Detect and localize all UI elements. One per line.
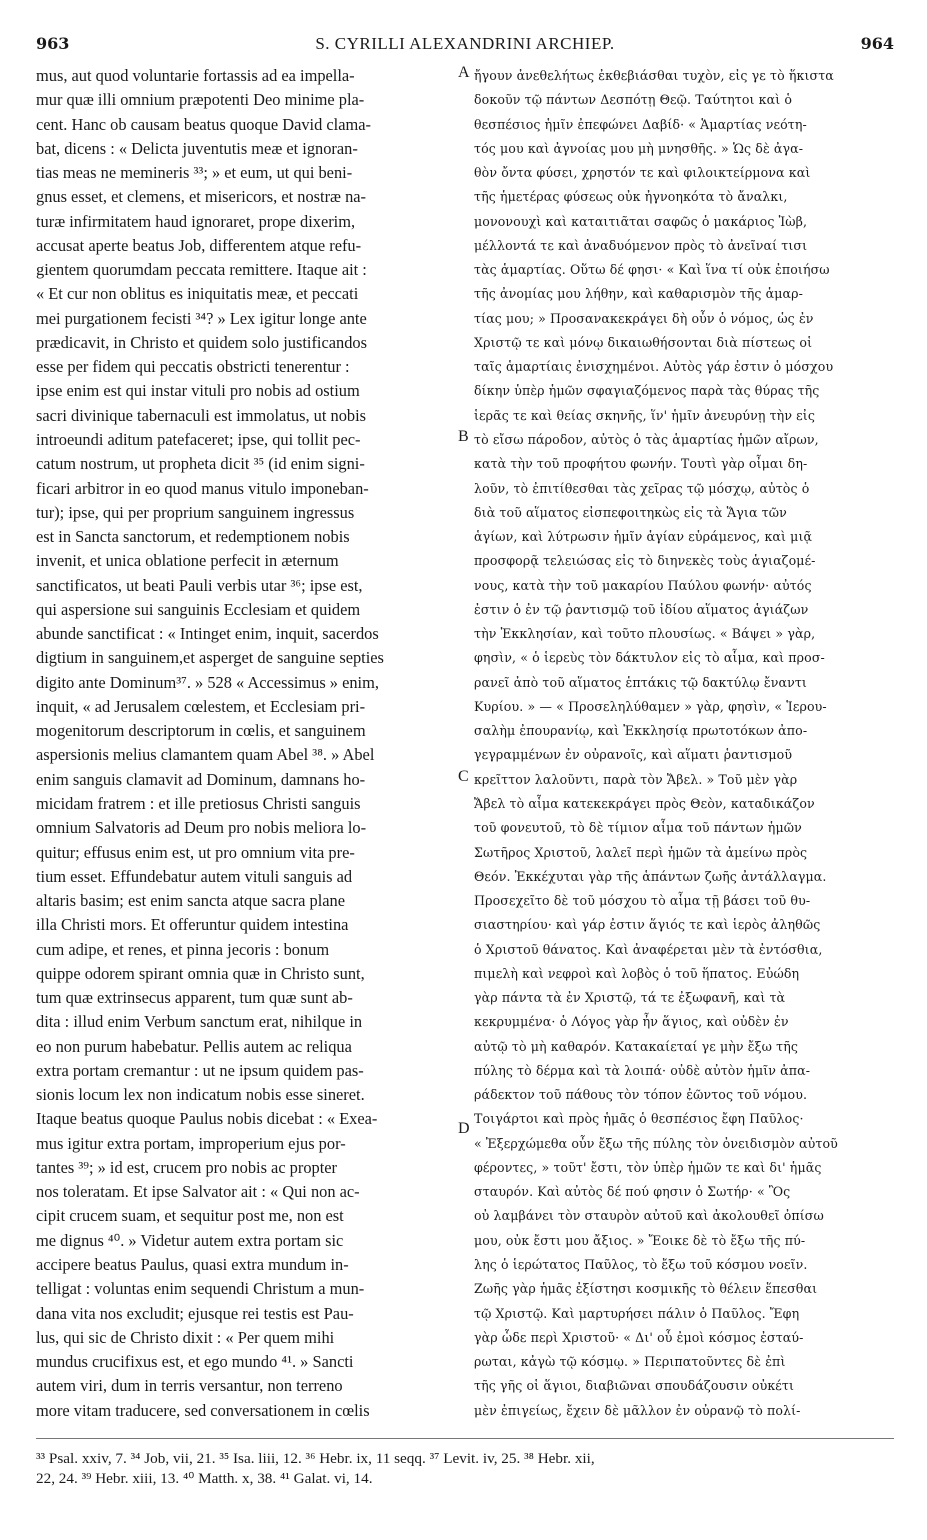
greek-text-line: θεσπέσιος ἡμῖν ἐπεφώνει Δαβίδ· « Ἁμαρτίας νεότη-: [474, 116, 807, 132]
latin-text-line: altaris basim; est enim sancta atque sacra plane: [36, 891, 346, 911]
greek-text-line: ἁγίων, καὶ λύτρωσιν ἡμῖν ἁγίαν εὑράμενος, καὶ μιᾷ: [474, 529, 813, 545]
latin-text-line: mus igitur extra portam, improperium ejus por-: [36, 1133, 346, 1153]
greek-text-line: Προσεχεῖτο δὲ τοῦ μόσχου τὸ αἷμα τῇ βάσει τοῦ θυ-: [474, 893, 811, 909]
section-mark-b: B: [458, 428, 469, 445]
greek-text-line: Σωτῆρος Χριστοῦ, λαλεῖ περὶ ἡμῶν τὰ ἀμείνω πρὸς: [474, 844, 808, 860]
greek-text-line: τίας μου; » Προσανακεκράγει δὴ οὖν ὁ νόμος, ὡς ἐν: [474, 310, 814, 326]
latin-text-line: extra portam cremantur : ut ne ipsum quidem pas-: [36, 1060, 364, 1080]
latin-text-line: mei purgationem fecisti ³⁴? » Lex igitur longe ante: [36, 308, 367, 328]
latin-text-line: telligat : voluntas enim sequendi Christum a mun-: [36, 1279, 365, 1299]
greek-text-line: Χριστῷ τε καὶ μόνῳ δικαιωθήσονται διὰ πίστεως οἱ: [474, 334, 813, 350]
latin-text-line: abunde sanctificat : « Intinget enim, inquit, sacerdos: [36, 624, 379, 644]
latin-text-line: prædicavit, in Christo et quidem solo justificandos: [36, 332, 367, 352]
latin-text-line: cipit crucem suam, et sequitur post me, non est: [36, 1206, 344, 1226]
greek-column: [474, 64, 892, 1423]
greek-text-line: μονονουχὶ καὶ καταιτιᾶται σαφῶς ὁ μακάριος Ἰὼβ,: [474, 213, 808, 229]
latin-text-line: « Et cur non oblitus es iniquitatis meæ, et peccati: [36, 284, 359, 304]
greek-text-line: Τοιγάρτοι καὶ πρὸς ἡμᾶς ὁ θεσπέσιος ἔφη Παῦλος·: [474, 1111, 804, 1127]
greek-text-line: τῷ Χριστῷ. Καὶ μαρτυρήσει πάλιν ὁ Παῦλος. Ἔφη: [474, 1305, 800, 1321]
greek-text-line: ἤγουν ἀνεθελήτως ἐκθεβιάσθαι τυχὸν, εἰς γε τὸ ἥκιστα: [474, 68, 834, 83]
section-mark-d: D: [458, 1120, 470, 1137]
footnote-line: 22, 24. ³⁹ Hebr. xiii, 13. ⁴⁰ Matth. x, 38. ⁴¹ Galat. vi, 14.: [36, 1470, 373, 1487]
latin-text-line: me dignus ⁴⁰. » Videtur autem extra portam sic: [36, 1230, 344, 1250]
page-number-right: 964: [860, 34, 894, 53]
latin-text-line: inquit, « ad Jerusalem cœlestem, et Ecclesiam pri-: [36, 696, 366, 716]
greek-text-line: μου, οὐκ ἔστι μου ἄξιος. » Ἔοικε δὲ τὸ ἔξω τῆς πύ-: [474, 1232, 806, 1248]
latin-text-line: accipere beatus Paulus, quasi extra mundum in-: [36, 1255, 349, 1275]
greek-text-line: μὲν ἐπιγείως, ἔχειν δὲ μᾶλλον ἐν οὐρανῷ τὸ πολί-: [474, 1402, 801, 1418]
latin-text-line: eo non purum habebatur. Pellis autem ac reliqua: [36, 1036, 352, 1056]
greek-text-line: τοῦ φονευτοῦ, τὸ δὲ τίμιον αἷμα τοῦ πάντων ἡμῶν: [474, 820, 802, 836]
latin-text-line: autem viri, dum in terris versantur, non terreno: [36, 1376, 343, 1396]
greek-text-line: γὰρ ὧδε περὶ Χριστοῦ· « Δι' οὗ ἐμοὶ κόσμος ἐσταύ-: [474, 1329, 804, 1345]
greek-text-line: γὰρ πάντα τὰ ἐν Χριστῷ, τά τε ἐξωφανῆ, καὶ τὰ: [474, 990, 786, 1006]
latin-text-line: est in Sancta sanctorum, et redemptionem nobis: [36, 527, 350, 547]
section-mark-a: A: [458, 64, 470, 81]
latin-text-line: quippe odorem spirant omnia quæ in Christo sunt,: [36, 963, 365, 983]
greek-text-line: τῆς ἡμετέρας φύσεως οὐκ ἠγνοηκότα τὸ ἄναλκι,: [474, 189, 788, 205]
greek-text-line: αὐτῷ τὸ μὴ καθαρόν. Κατακαίεταί γε μὴν ἔξω τῆς: [474, 1038, 799, 1054]
greek-text-line: σαλὴμ ἐπουρανίῳ, καὶ Ἐκκλησίᾳ πρωτοτόκων ἀπο-: [474, 723, 808, 739]
greek-text-line: κεκρυμμένα· ὁ Λόγος γὰρ ἦν ἅγιος, καὶ οὐδὲν ἐν: [474, 1014, 789, 1030]
greek-text-line: Θεόν. Ἐκκέχυται γὰρ τῆς ἁπάντων ζωῆς ἀντάλλαγμα.: [474, 868, 827, 884]
latin-text-line: sacri divinique tabernaculi est immolatus, ut nobis: [36, 405, 367, 425]
greek-text-line: προσφορᾷ τελειώσας εἰς τὸ διηνεκὲς τοὺς ἁγιαζομέ-: [474, 553, 816, 569]
footnote-line: ³³ Psal. xxiv, 7. ³⁴ Job, vii, 21. ³⁵ Isa. liii, 12. ³⁶ Hebr. ix, 11 seqq. ³⁷ Levit. iv, 25. ³⁸ Hebr. xii,: [36, 1450, 595, 1467]
greek-text-line: ρωται, κἀγὼ τῷ κόσμῳ. » Περιπατοῦντες δὲ ἐπὶ: [474, 1354, 786, 1370]
greek-text-line: Ἄβελ τὸ αἷμα κατεκεκράγει πρὸς Θεὸν, καταδικάζον: [474, 795, 815, 811]
running-title: S. CYRILLI ALEXANDRINI ARCHIEP.: [315, 34, 615, 53]
greek-text-line: τὴν Ἐκκλησίαν, καὶ τοῦτο πλουσίως. « Βάψει » γὰρ,: [474, 626, 816, 642]
greek-text-line: ράδεκτον τοῦ πάθους τὸν τόπον ἐῶντος τοῦ νόμου.: [474, 1087, 808, 1103]
greek-text-line: Ζωῆς γὰρ ἡμᾶς ἐξίστησι κοσμικῆς τὸ θέλειν ἕπεσθαι: [474, 1281, 818, 1297]
latin-text-line: cent. Hanc ob causam beatus quoque David clama-: [36, 114, 371, 134]
latin-text-line: aspersionis melius clamantem quam Abel ³⁸. » Abel: [36, 745, 375, 765]
latin-column: [36, 64, 452, 1423]
latin-text-line: tur); ipse, qui per proprium sanguinem ingressus: [36, 502, 355, 522]
greek-text-line: τὸ εἴσω πάροδον, αὐτὸς ὁ τὰς ἁμαρτίας ἡμῶν αἴρων,: [474, 431, 819, 447]
greek-text-line: σταυρόν. Καὶ αὐτὸς δέ πού φησιν ὁ Σωτήρ· « Ὃς: [474, 1184, 791, 1200]
latin-text-line: invenit, et unica oblatione perfecit in æternum: [36, 551, 339, 571]
latin-text-line: digtium in sanguinem,et asperget de sanguine septies: [36, 648, 384, 668]
greek-text-line: Κυρίου. » — « Προσεληλύθαμεν » γὰρ, φησὶν, « Ἱερου-: [474, 698, 827, 714]
greek-text-line: ὁ Χριστοῦ θάνατος. Καὶ ἀναφέρεται μὲν τὰ ἐντόσθια,: [474, 941, 823, 957]
latin-text-line: digito ante Dominum³⁷. » 528 « Accessimus » enim,: [36, 672, 379, 692]
latin-text-line: esse per fidem qui peccatis obstricti tenerentur :: [36, 357, 350, 377]
latin-text-line: turæ infirmitatem haud ignoraret, prope dixerim,: [36, 211, 356, 231]
latin-text-line: micidam fratrem : et ille pretiosus Christi sanguis: [36, 793, 361, 813]
greek-text-line: δοκοῦν τῷ πάντων Δεσπότῃ Θεῷ. Ταύτητοι καὶ ὁ: [474, 92, 793, 108]
latin-text-line: bat, dicens : « Delicta juventutis meæ et ignoran-: [36, 138, 358, 158]
greek-text-line: σιαστηρίου· καὶ γάρ ἐστιν ἅγιός τε καὶ ἱερὸς ἀληθῶς: [474, 917, 821, 933]
latin-text-line: tias meas ne memineris ³³; » et eum, ut qui beni-: [36, 163, 353, 183]
latin-text-line: sanctificatos, ut beati Pauli verbis utar ³⁶; ipse est,: [36, 575, 363, 595]
greek-text-line: πιμελὴ καὶ νεφροὶ καὶ λοβὸς ὁ τοῦ ἥπατος. Εὐώδη: [474, 965, 800, 981]
greek-text-line: τῆς ἀνομίας μου λήθην, καὶ καθαρισμὸν τῆς ἁμαρ-: [474, 286, 804, 302]
latin-text-line: mogenitorum descriptorum in cœlis, et sanguinem: [36, 721, 366, 741]
greek-text-line: θὸν ὄντα φύσει, χρηστόν τε καὶ φιλοικτείρμονα καὶ: [474, 165, 811, 181]
latin-text-line: omnium Salvatoris ad Deum pro nobis meliora lo-: [36, 818, 367, 838]
latin-text-line: mur quæ illi omnium præpotenti Deo minime pla-: [36, 90, 365, 110]
greek-text-line: κατὰ τὴν τοῦ προφήτου φωνήν. Τουτὶ γὰρ οἶμαι δη-: [474, 456, 808, 472]
greek-text-line: διὰ τοῦ αἵματος εἰσπεφοιτηκὼς εἰς τὰ Ἅγια τῶν: [474, 504, 787, 520]
latin-text-line: mus, aut quod voluntarie fortassis ad ea impella-: [36, 66, 355, 85]
section-mark-c: C: [458, 768, 469, 785]
greek-text-line: πύλης τὸ δέρμα καὶ τὰ λοιπά· οὐδὲ αὐτὸν ἡμῖν ἀπα-: [474, 1062, 811, 1078]
greek-text-line: οὐ λαμβάνει τὸν σταυρὸν αὐτοῦ καὶ ἀκολουθεῖ ὀπίσω: [474, 1208, 824, 1224]
latin-text-line: mundus crucifixus est, et ego mundo ⁴¹. » Sancti: [36, 1352, 354, 1372]
greek-text-line: λοῦν, τὸ ἐπιτίθεσθαι τὰς χεῖρας τῷ μόσχῳ, αὐτὸς ὁ: [474, 480, 810, 496]
footnotes: [36, 1438, 894, 1489]
greek-text-line: τός μου καὶ ἀγνοίας μου μὴ μνησθῆς. » Ὡς δὲ ἀγα-: [474, 140, 804, 156]
latin-text-line: cum adipe, et renes, et pinna jecoris : bonum: [36, 939, 330, 959]
latin-text-line: catum nostrum, ut propheta dicit ³⁵ (id enim signi-: [36, 454, 365, 474]
greek-text-line: ρανεῖ ἀπὸ τοῦ αἵματος ἑπτάκις τῷ δακτύλῳ ἔναντι: [474, 674, 807, 690]
greek-text-line: φησὶν, « ὁ ἱερεὺς τὸν δάκτυλον εἰς τὸ αἷμα, καὶ προσ-: [474, 650, 825, 666]
latin-text-line: dana vita nos excludit; ejusque rei testis est Pau-: [36, 1303, 354, 1323]
page-header: [36, 34, 894, 58]
greek-text-line: δίκην ὑπὲρ ἡμῶν σφαγιαζόμενος παρὰ τὰς θύρας τῆς: [474, 383, 820, 399]
latin-text-line: quitur; effusus enim est, ut pro omnium vita pre-: [36, 842, 355, 862]
latin-text-line: dita : illud enim Verbum sanctum erat, nihilque in: [36, 1012, 363, 1032]
latin-text-line: nos toleratam. Et ipse Salvator ait : « Qui non ac-: [36, 1182, 360, 1202]
latin-text-line: gientem quorumdam peccata remittere. Itaque ait :: [36, 260, 367, 280]
latin-text-line: enim sanguis clamavit ad Dominum, damnans ho-: [36, 769, 366, 789]
greek-text-line: ἱερᾶς τε καὶ θείας σκηνῆς, ἵν' ἡμῖν ἀνευρύνῃ τὴν εἰς: [474, 407, 815, 423]
greek-text-line: ἐστιν ὁ ἐν τῷ ῥαντισμῷ τοῦ ἰδίου αἵματος ἁγιάζων: [474, 601, 809, 617]
latin-text-line: tantes ³⁹; » id est, crucem pro nobis ac propter: [36, 1157, 338, 1177]
greek-text-line: γεγραμμένων ἐν οὐρανοῖς, καὶ αἵματι ῥαντισμοῦ: [474, 747, 793, 763]
greek-text-line: μέλλοντά τε καὶ ἀναδυόμενον πρὸς τὸ ἀνεῖναί τισι: [474, 237, 808, 253]
latin-text-line: ipse enim est qui instar vituli pro nobis ad ostium: [36, 381, 360, 401]
latin-text-line: ficari arbitror in eo quod manus vitulo imponeban-: [36, 478, 369, 498]
latin-text-line: illa Christi mors. Et offeruntur quidem intestina: [36, 915, 349, 935]
greek-text-line: λης ὁ ἱερώτατος Παῦλος, τὸ ἔξω τοῦ κόσμου νοεῖν.: [474, 1257, 808, 1273]
greek-text-line: ταῖς ἁμαρτίαις ἐνισχημένοι. Αὐτὸς γάρ ἐστιν ὁ μόσχου: [474, 359, 834, 375]
greek-text-line: φέροντες, » τοῦτ' ἔστι, τὸν ὑπὲρ ἡμῶν τε καὶ δι' ἡμᾶς: [474, 1159, 822, 1175]
latin-text-line: introeundi aditum patefaceret; ipse, qui tollit pec-: [36, 429, 361, 449]
latin-text-line: accusat aperte beatus Job, differentem atque refu-: [36, 235, 362, 255]
latin-text-line: tium esset. Effundebatur autem vituli sanguis ad: [36, 866, 353, 886]
greek-text-line: νους, κατὰ τὴν τοῦ μακαρίου Παύλου φωνήν· αὐτός: [474, 577, 812, 593]
latin-text-line: qui aspersione sui sanguinis Ecclesiam et quidem: [36, 599, 361, 619]
greek-text-line: « Ἐξερχώμεθα οὖν ἔξω τῆς πύλης τὸν ὀνειδισμὸν αὐτοῦ: [474, 1135, 838, 1151]
latin-text-line: Itaque beatus quoque Paulus nobis dicebat : « Exea-: [36, 1109, 378, 1129]
latin-text-line: tum quæ extrinsecus apparent, tum quæ sunt ab-: [36, 988, 353, 1008]
greek-text-line: κρεῖττον λαλοῦντι, παρὰ τὸν Ἄβελ. » Τοῦ μὲν γὰρ: [474, 771, 798, 787]
latin-text-line: more vitam traducere, sed conversationem in cœlis: [36, 1400, 370, 1420]
latin-text-line: gnus esset, et clemens, et misericors, et nostræ na-: [36, 187, 367, 207]
greek-text-line: τὰς ἁμαρτίας. Οὕτω δέ φησι· « Καὶ ἵνα τί οὐκ ἐποιήσω: [474, 262, 830, 278]
latin-text-line: lus, qui sic de Christo dixit : « Per quem mihi: [36, 1327, 335, 1347]
latin-text-line: sionis locum lex non indicatum nobis esse sineret.: [36, 1085, 365, 1105]
greek-text-line: τῆς γῆς οἱ ἅγιοι, διαβιῶναι σπουδάζουσιν οὐκέτι: [474, 1378, 795, 1394]
page-number-left: 963: [36, 34, 70, 53]
